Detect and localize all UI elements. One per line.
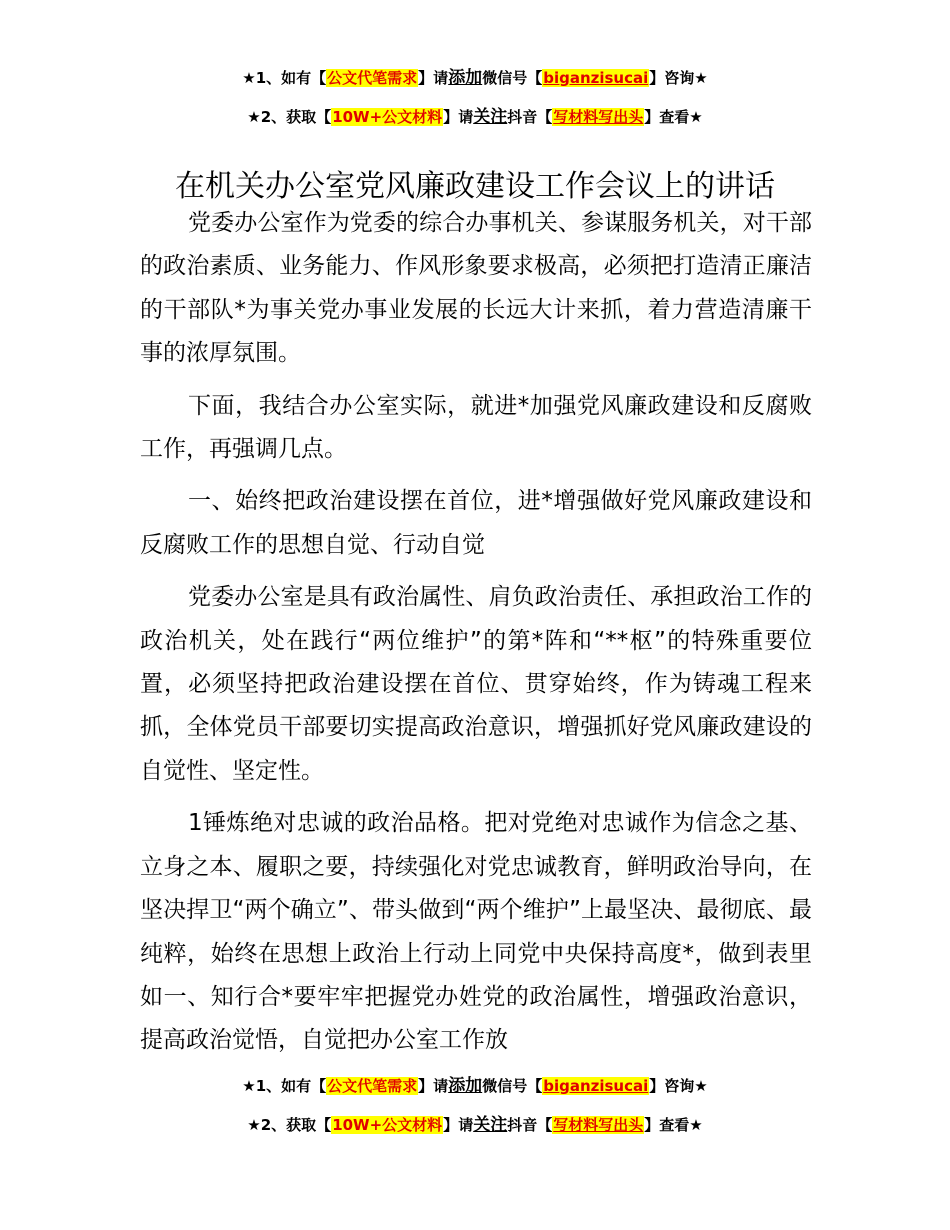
wechat-id-link[interactable]: biganzisucai — [543, 69, 649, 87]
emphasis-text: 添加 — [448, 1076, 483, 1096]
emphasis-text: 关注 — [473, 1115, 508, 1135]
douyin-account-link[interactable]: 写材料写出头 — [553, 108, 644, 126]
paragraph: 党委办公室是具有政治属性、肩负政治责任、承担政治工作的政治机关，处在践行“两位维护”的第*阵和“**枢”的特殊重要位置，必须坚持把政治建设摆在首位、贯穿始终，作为铸魂工程来抓，全体党员干部要切实提高政治意识，增强抓好党风廉政建设的自觉性、坚定性。 — [140, 584, 812, 784]
paragraph: 党委办公室作为党委的综合办事机关、参谋服务机关，对干部的政治素质、业务能力、作风形象要求极高，必须把打造清正廉洁的干部队*为事关党办事业发展的长远大计来抓，着力营造清廉干事的浓厚氛围。 — [140, 210, 812, 367]
bottom-banner-line-1: ★1、如有【公文代笔需求】请添加微信号【biganzisucai】咨询★ — [242, 1076, 708, 1096]
service-highlight: 公文代笔需求 — [327, 1077, 418, 1095]
douyin-account-link[interactable]: 写材料写出头 — [553, 1116, 644, 1134]
service-highlight: 公文代笔需求 — [327, 69, 418, 87]
top-banner-line-2: ★2、获取【10W+公文材料】请关注抖音【写材料写出头】查看★ — [247, 107, 703, 127]
wechat-id-link[interactable]: biganzisucai — [543, 1077, 649, 1095]
paragraph: 1锤炼绝对忠诚的政治品格。把对党绝对忠诚作为信念之基、立身之本、履职之要，持续强化对党忠诚教育，鲜明政治导向，在坚决捍卫“两个确立”、带头做到“两个维护”上最坚决、最彻底、最纯粹，始终在思想上政治上行动上同党中央保持高度*，做到表里如一、知行合*要牢牢把握党办姓党的政治属性，增强政治意识，提高政治觉悟，自觉把办公室工作放 — [140, 810, 812, 1054]
top-banner-line-1: ★1、如有【公文代笔需求】请添加微信号【biganzisucai】咨询★ — [242, 68, 708, 88]
materials-highlight: 10W+公文材料 — [332, 1116, 443, 1134]
emphasis-text: 添加 — [448, 68, 483, 88]
bottom-banner-line-2: ★2、获取【10W+公文材料】请关注抖音【写材料写出头】查看★ — [247, 1115, 703, 1135]
emphasis-text: 关注 — [473, 107, 508, 127]
materials-highlight: 10W+公文材料 — [332, 108, 443, 126]
document-title: 在机关办公室党风廉政建设工作会议上的讲话 — [175, 169, 775, 205]
paragraph: 下面，我结合办公室实际，就进*加强党风廉政建设和反腐败工作，再强调几点。 — [140, 392, 812, 463]
section-heading: 一、始终把政治建设摆在首位，进*增强做好党风廉政建设和反腐败工作的思想自觉、行动自觉 — [140, 488, 812, 558]
document-body — [140, 202, 812, 1072]
